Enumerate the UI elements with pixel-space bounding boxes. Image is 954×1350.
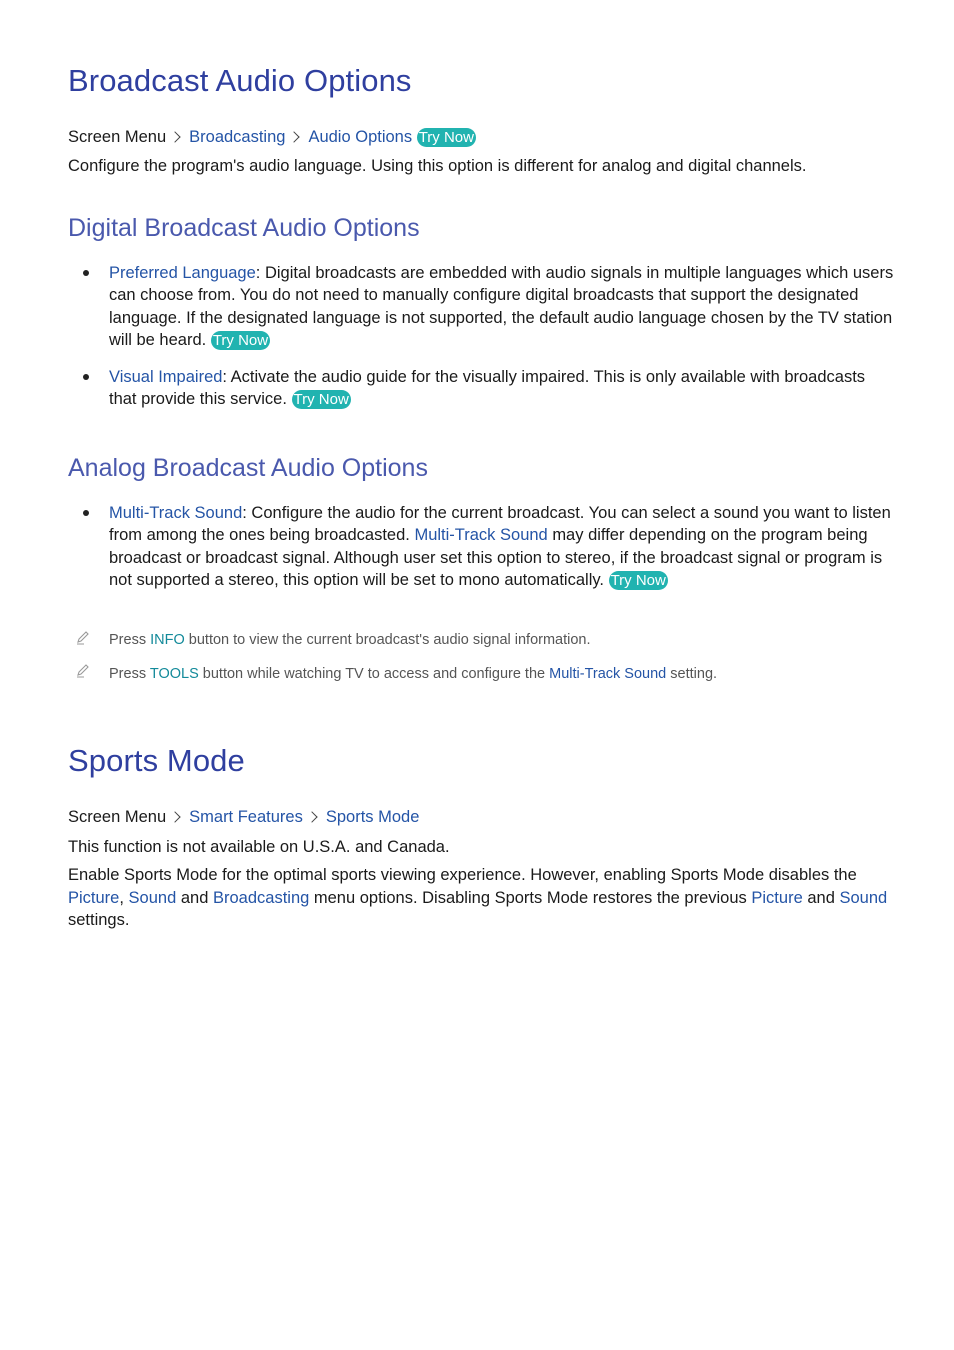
term-multi-track-sound-note: Multi-Track Sound — [549, 666, 667, 682]
breadcrumb-item-broadcasting[interactable]: Broadcasting — [189, 128, 286, 146]
bullet-icon — [83, 270, 89, 276]
chevron-right-icon — [306, 811, 317, 822]
chevron-right-icon — [289, 131, 300, 142]
try-now-button[interactable]: Try Now — [418, 129, 474, 146]
key-tools: TOOLS — [149, 666, 199, 682]
para-text: menu options. Disabling Sports Mode restores the previous — [313, 888, 747, 907]
list-item-preferred-language — [109, 262, 894, 351]
term-visual-impaired: Visual Impaired — [109, 368, 223, 386]
term-sound: Sound — [128, 888, 177, 907]
list-item-multi-track-sound — [109, 502, 894, 591]
breadcrumb-item-sports-mode[interactable]: Sports Mode — [325, 808, 420, 826]
breadcrumb — [68, 126, 476, 148]
note-text: Press — [109, 632, 147, 648]
sports-mode-description — [68, 864, 898, 932]
pencil-icon — [75, 629, 91, 645]
pencil-icon — [75, 662, 91, 678]
breadcrumb-item-audio-options[interactable]: Audio Options — [308, 128, 413, 146]
chevron-right-icon — [169, 811, 180, 822]
subsection-title-digital: Digital Broadcast Audio Options — [68, 214, 420, 242]
availability-note: This function is not available on U.S.A. and Canada. — [68, 838, 450, 856]
breadcrumb-root: Screen Menu — [68, 128, 167, 146]
bullet-icon — [83, 374, 89, 380]
term-multi-track-sound-inline: Multi-Track Sound — [414, 526, 548, 545]
try-now-button[interactable]: Try Now — [610, 571, 666, 589]
breadcrumb-item-smart-features[interactable]: Smart Features — [189, 808, 303, 826]
list-item-text: : Activate the audio guide for the visually impaired. This is only available with broadcasts that provide this service. — [109, 368, 866, 409]
note-tools — [109, 664, 717, 684]
section-title-sports-mode: Sports Mode — [68, 743, 245, 778]
term-sound: Sound — [839, 888, 888, 907]
para-text: and — [180, 888, 209, 907]
term-broadcasting: Broadcasting — [212, 888, 310, 907]
note-text: button while watching TV to access and configure the — [202, 666, 546, 682]
note-text: Press — [109, 666, 147, 682]
chevron-right-icon — [169, 131, 180, 142]
try-now-button[interactable]: Try Now — [293, 391, 349, 409]
list-item-text: may differ depending on the program being broadcast or broadcast signal. Although user set this option to stereo, if the broadcast signal or program is not supported a stereo, this option will be set to mono automatically. — [109, 526, 883, 589]
para-text: and — [807, 888, 835, 907]
term-preferred-language: Preferred Language — [109, 264, 256, 282]
try-now-button[interactable]: Try Now — [212, 331, 269, 349]
breadcrumb-root: Screen Menu — [68, 808, 167, 826]
note-info — [109, 630, 591, 650]
note-text: setting. — [670, 666, 718, 682]
para-text: Enable Sports Mode for the optimal sports viewing experience. However, enabling Sports Mode disables the — [68, 866, 857, 884]
term-multi-track-sound: Multi-Track Sound — [109, 504, 243, 522]
list-item-visual-impaired — [109, 366, 894, 411]
bullet-icon — [83, 510, 89, 516]
subsection-title-analog: Analog Broadcast Audio Options — [68, 454, 428, 482]
para-text: settings. — [68, 911, 130, 929]
term-picture: Picture — [751, 888, 803, 907]
list-item-text: : Configure the audio for the current broadcast. You can select a sound you want to listen from among the ones being broadcasted. — [109, 504, 891, 545]
note-text: button to view the current broadcast's audio signal information. — [188, 632, 591, 648]
term-picture: Picture — [68, 888, 120, 907]
para-text: , — [119, 888, 124, 907]
breadcrumb — [68, 806, 419, 828]
list-item-text: : Digital broadcasts are embedded with audio signals in multiple languages which users can choose from. You do not need to manually configure digital broadcasts that support the designated language. If the designated language is not supported, the default audio language chosen by the TV station will be heard. — [109, 264, 894, 349]
section-description: Configure the program's audio language. Using this option is different for analog and digital channels. — [68, 157, 807, 175]
section-title-broadcast-audio-options: Broadcast Audio Options — [68, 63, 412, 98]
key-info: INFO — [150, 632, 185, 648]
